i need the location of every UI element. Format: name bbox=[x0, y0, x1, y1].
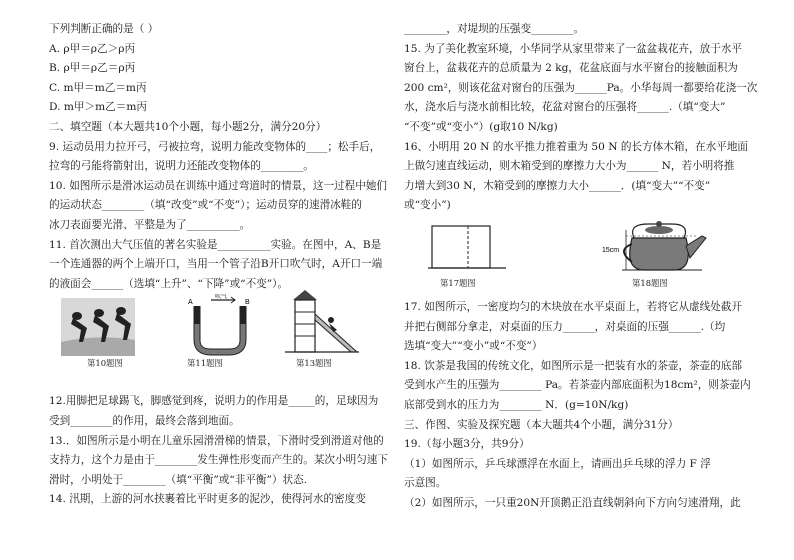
text-line: 17. 如图所示，一密度均匀的木块放在水平桌面上，若将它从虚线处截开 bbox=[404, 300, 743, 313]
text-line: 二、填空题（本大题共10个小题，每小题2分，满分20分） bbox=[49, 120, 327, 133]
text-line: 16、小明用 20 N 的水平推力推着重为 50 N 的长方体木箱，在水平地面 bbox=[404, 140, 749, 153]
text-line: 受到________的作用，最终会落到地面。 bbox=[49, 414, 240, 427]
text-line: 滑时，小明处于________（填“平衡”或“非平衡”）状态. bbox=[49, 473, 308, 486]
right-column bbox=[404, 20, 764, 513]
slide-diagram bbox=[285, 286, 359, 356]
text-line: 窗台上，盆栽花卉的总质量为 2 kg，花盆底面与水平窗台的接触面积为 bbox=[404, 62, 738, 75]
label-a: A bbox=[188, 299, 193, 307]
text-line: B. ρ甲＝ρ乙＝ρ丙 bbox=[49, 62, 136, 75]
right-text-top bbox=[404, 20, 764, 216]
text-line: 力增大到30 N，木箱受到的摩擦力大小______．(填“变大”“不变” bbox=[404, 179, 711, 192]
teapot-height-label: 15cm bbox=[602, 246, 620, 254]
text-line: 9. 运动员用力拉开弓，弓被拉弯，说明力能改变物体的____；松手后， bbox=[49, 140, 381, 153]
fig11-caption: 第11题图 bbox=[187, 358, 223, 369]
u-tube-diagram bbox=[187, 294, 253, 356]
fig13-caption: 第13题图 bbox=[296, 358, 332, 369]
teapot-diagram bbox=[602, 216, 712, 276]
speed-skaters-photo bbox=[61, 298, 135, 356]
text-line: 上做匀速直线运动，则木箱受到的摩擦力大小为______ N，若小明将推 bbox=[404, 160, 735, 173]
text-line: （2）如图所示，一只重20N开顶鹅正沿直线朝斜向下方向匀速滑翔，此 bbox=[404, 496, 741, 509]
label-b: B bbox=[245, 299, 250, 307]
text-line: 19.（每小题3分，共9分） bbox=[404, 438, 530, 451]
text-line: 水，浇水后与浇水前相比较，花盆对窗台的压强将______.（填“变大” bbox=[404, 101, 726, 114]
fig17-caption: 第17题图 bbox=[440, 277, 476, 288]
text-line: D. m甲＞m乙＝m丙 bbox=[49, 101, 147, 114]
text-line: 14. 汛期，上游的河水挟裹着比平时更多的泥沙，使得河水的密度变 bbox=[49, 493, 366, 506]
text-line: C. m甲＝m乙＝m丙 bbox=[49, 81, 147, 94]
text-line: 12.用脚把足球踢飞，脚感觉到疼，说明力的作用是_____的，足球因为 bbox=[49, 395, 379, 408]
text-line: 下列判断正确的是（ ） bbox=[49, 23, 159, 35]
left-text-bottom bbox=[49, 392, 401, 510]
text-line: 冰刀表面要光滑、平整是为了__________。 bbox=[49, 218, 251, 231]
left-text-top bbox=[49, 20, 401, 294]
text-line: 拉弯的弓能将箭射出，说明力还能改变物体的________。 bbox=[49, 160, 314, 173]
text-line: 11. 首次测出大气压值的著名实验是__________实验。在图中，A、B是 bbox=[49, 238, 382, 251]
label-blow: 吹气 bbox=[215, 294, 228, 301]
figures-row-17-18 bbox=[404, 216, 764, 298]
text-line: 10. 如图所示是滑冰运动员在训练中通过弯道时的情景，这一过程中她们 bbox=[49, 179, 388, 192]
text-line: 底部受到水的压力为________ N．(g=10N/kg) bbox=[404, 398, 629, 411]
text-line: （1）如图所示，乒乓球漂浮在水面上，请画出乒乓球的浮力 F 浮 bbox=[404, 457, 711, 470]
text-line: 18. 饮茶是我国的传统文化，如图所示是一把装有水的茶壶，茶壶的底部 bbox=[404, 359, 743, 372]
fig18-caption: 第18题图 bbox=[632, 277, 668, 288]
fig10-caption: 第10题图 bbox=[87, 358, 123, 369]
text-line: A. ρ甲＝ρ乙＞ρ丙 bbox=[49, 42, 136, 55]
figures-row-10-11-13 bbox=[49, 294, 401, 392]
left-column bbox=[49, 20, 401, 510]
text-line: 并把右侧部分拿走，对桌面的压力______，对桌面的压强______.（均 bbox=[404, 320, 726, 333]
text-line: 示意图。 bbox=[404, 477, 447, 490]
text-line: ________，对堤坝的压强变________。 bbox=[404, 23, 585, 35]
text-line: 的液面会______（选填“上升”、“下降”或“不变”）。 bbox=[49, 277, 289, 290]
text-line: 受到水产生的压强为________ Pa。若茶壶内部底面积为18cm²，则茶壶内 bbox=[404, 379, 751, 392]
text-line: 200 cm²，则该花盆对窗台的压强为______Pa。小华每周一都要给花浇一次 bbox=[404, 81, 758, 94]
text-line: 13.．如图所示是小明在儿童乐园滑滑梯的情景，下滑时受到滑道对他的 bbox=[49, 434, 384, 447]
text-line: 15. 为了美化教室环境，小华同学从家里带来了一盆盆栽花卉，放于水平 bbox=[404, 42, 743, 55]
text-line: 选填“变大”“变小”或“不变”） bbox=[404, 340, 543, 353]
text-line: 支持力，这个力是由于________发生弹性形变而产生的。某次小明匀速下 bbox=[49, 454, 388, 467]
text-line: 三、作图、实验及探究题（本大题共4个小题，满分31分） bbox=[404, 418, 679, 431]
right-text-bottom bbox=[404, 298, 764, 514]
text-line: 或“变小”) bbox=[404, 199, 451, 212]
wooden-block-diagram bbox=[428, 222, 506, 274]
text-line: “不变”或“变小”）(g取10 N/kg) bbox=[404, 120, 558, 133]
text-line: 一个连通器的两个上端开口，当用一个管子沿B开口吹气时，A开口一端 bbox=[49, 258, 383, 271]
text-line: 的运动状态________（填“改变”或“不变”）；运动员穿的速滑冰鞋的 bbox=[49, 199, 362, 212]
